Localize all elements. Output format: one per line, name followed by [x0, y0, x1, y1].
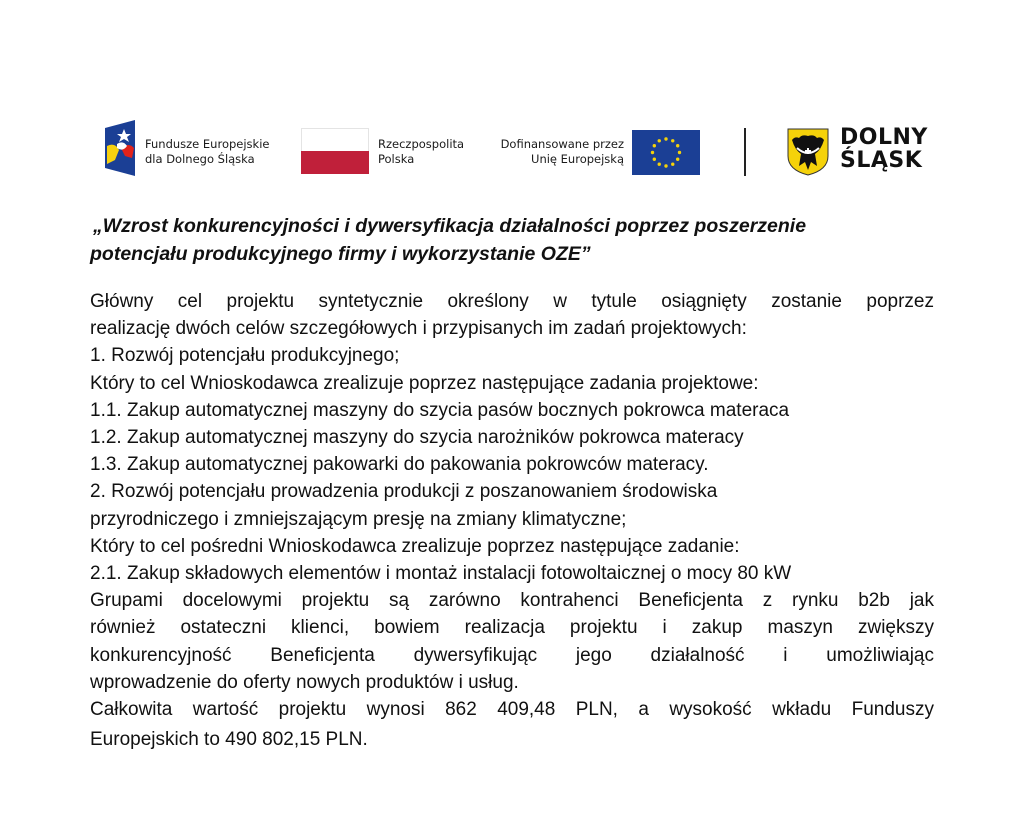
body-line: Grupami docelowymi projektu są zarówno kontrahenci Beneficjenta z rynku b2b jak: [90, 590, 934, 612]
title-line-1: „Wzrost konkurencyjności i dywersyfikacja działalności poprzez poszerzenie: [93, 215, 807, 237]
eu-line2: Unię Europejską: [531, 152, 624, 166]
project-title: [90, 212, 950, 268]
body-line: Który to cel Wnioskodawca zrealizuje poprzez następujące zadania projektowe:: [90, 372, 759, 394]
body-line: konkurencyjność Beneficjenta dywersyfikując jego działalność i umożliwiając: [90, 644, 934, 666]
eu-star-icon: [651, 151, 654, 154]
eu-star-icon: [658, 162, 661, 165]
eu-star-icon: [676, 144, 679, 147]
eu-star-icon: [676, 158, 679, 161]
eu-cofinanced-label: [496, 137, 624, 167]
eu-star-icon: [671, 162, 674, 165]
dolny-slask-label: [840, 126, 928, 172]
body-line: 1.1. Zakup automatycznej maszyny do szycia pasów bocznych pokrowca materaca: [90, 399, 790, 421]
body-line: Który to cel pośredni Wnioskodawca zrealizuje poprzez następujące zadanie:: [90, 535, 740, 557]
body-line: realizację dwóch celów szczegółowych i przypisanych im zadań projektowych:: [90, 318, 747, 340]
body-line: 2. Rozwój potencjału prowadzenia produkcji z poszanowaniem środowiska: [90, 481, 718, 503]
eu-star-icon: [664, 137, 667, 140]
body-line: Całkowita wartość projektu wynosi 862 409,48 PLN, a wysokość wkładu Funduszy: [90, 699, 934, 721]
eu-flag-icon: [632, 130, 700, 175]
fundusze-europejskie-label: [145, 137, 269, 167]
pl-line2: Polska: [378, 152, 415, 166]
eu-star-icon: [658, 139, 661, 142]
pl-line1: Rzeczpospolita: [378, 137, 465, 151]
logo-divider: [744, 128, 746, 176]
logo-bar: [0, 0, 1024, 190]
body-line: 1. Rozwój potencjału produkcyjnego;: [90, 345, 400, 367]
body-line: Europejskich to 490 802,15 PLN.: [90, 729, 368, 751]
eu-line1: Dofinansowane przez: [500, 137, 624, 151]
body-line: 1.3. Zakup automatycznej pakowarki do pakowania pokrowców materacy.: [90, 454, 709, 476]
poland-flag-icon: [301, 128, 369, 174]
fe-line1: Fundusze Europejskie: [145, 137, 270, 151]
body-line: również ostateczni klienci, bowiem realizacja projektu i zakup maszyn zwiększy: [90, 617, 934, 639]
eu-star-icon: [678, 151, 681, 154]
body-line: Główny cel projektu syntetycznie określony w tytule osiągnięty zostanie poprzez: [90, 291, 934, 312]
rzeczpospolita-polska-label: [378, 137, 464, 167]
body-line: 1.2. Zakup automatycznej maszyny do szycia narożników pokrowca materacy: [90, 427, 744, 449]
body-line: wprowadzenie do oferty nowych produktów i usług.: [90, 671, 519, 693]
eu-star-icon: [664, 164, 667, 167]
eu-star-icon: [653, 158, 656, 161]
body-line: 2.1. Zakup składowych elementów i montaż instalacji fotowoltaicznej o mocy 80 kW: [90, 563, 792, 585]
eu-star-icon: [653, 144, 656, 147]
fundusze-europejskie-flag-icon: [105, 120, 135, 176]
dolny-slask-eagle-shield-icon: [787, 128, 829, 176]
fe-line2: dla Dolnego Śląska: [145, 152, 255, 166]
title-line-2: potencjału produkcyjnego firmy i wykorzystanie OZE”: [90, 243, 591, 265]
ds-line2: ŚLĄSK: [840, 148, 923, 173]
eu-star-icon: [671, 139, 674, 142]
body-line: przyrodniczego i zmniejszającym presję na zmiany klimatyczne;: [90, 508, 627, 530]
ds-line1: DOLNY: [840, 125, 928, 150]
project-description: [90, 288, 934, 753]
